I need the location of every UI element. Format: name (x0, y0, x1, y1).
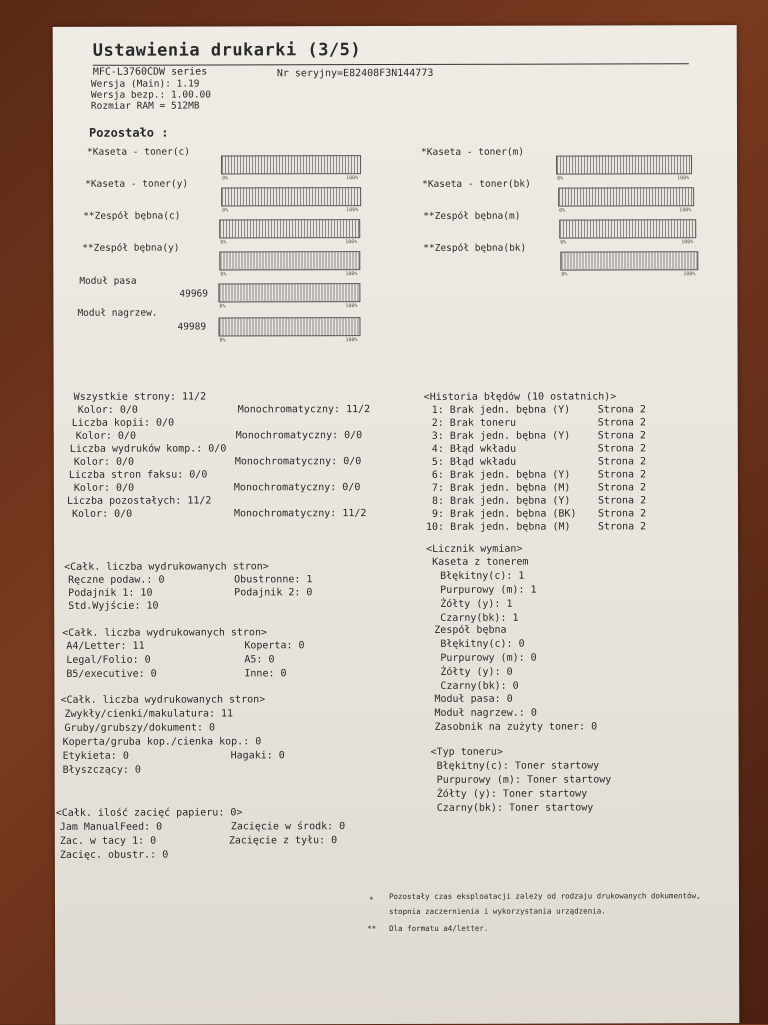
toner-bk-bar (558, 187, 694, 206)
pages-copies-color: Kolor: 0/0 (75, 430, 136, 442)
error-item: 10: Brak jedn. bębna (M) (425, 521, 571, 533)
error-page: Strona 2 (597, 508, 647, 520)
jam-duplex: Zacięc. obustr.: 0 (59, 849, 169, 861)
belt-value: 49969 (179, 288, 209, 300)
drum-c-bar (219, 219, 360, 238)
pages-all-mono: Monochromatyczny: 11/2 (237, 404, 371, 416)
scale-min: 0% (222, 207, 229, 214)
scale-max: 100% (683, 271, 696, 278)
toner-y-label: *Kaseta - toner(y) (85, 178, 189, 190)
media-thick: Gruby/grubszy/dokument: 0 (64, 722, 216, 734)
replace-drum-c: Błękitny(c): 0 (440, 638, 525, 650)
note1-star: * (368, 895, 374, 905)
toner-m-bar (556, 155, 692, 174)
error-page: Strona 2 (597, 443, 646, 455)
jam-rear: Zacięcie z tyłu: 0 (228, 835, 338, 847)
size-a4: A4/Letter: 11 (66, 640, 145, 652)
pages-fax-color: Kolor: 0/0 (73, 482, 135, 494)
page-title: Ustawienia drukarki (3/5) (92, 40, 362, 61)
toner-bk-label: *Kaseta - toner(bk) (422, 178, 531, 190)
pages-fax-mono: Monochromatyczny: 0/0 (233, 482, 361, 494)
replace-drum: Zespół bębna (434, 624, 507, 636)
toner-type-y: Żółty (y): Toner startowy (436, 788, 588, 800)
error-page: Strona 2 (597, 495, 647, 507)
scale-max: 100% (681, 239, 694, 246)
replace-toner-bk: Czarny(bk): 1 (440, 612, 519, 624)
error-item: 2: Brak toneru (431, 417, 517, 429)
drum-y-label: **Zespół bębna(y) (82, 242, 180, 254)
scale-min: 0% (220, 239, 227, 246)
printer-settings-page (53, 25, 740, 1025)
toner-type-m: Purpurowy (m): Toner startowy (436, 774, 612, 786)
scale-min: 0% (219, 337, 226, 344)
error-page: Strona 2 (597, 521, 647, 533)
scale-max: 100% (345, 239, 358, 246)
errors-heading: <Historia błędów (10 ostatnich)> (423, 391, 617, 403)
scale-max: 100% (677, 175, 690, 182)
note2-star: ** (367, 924, 377, 934)
pages-all-color: Kolor: 0/0 (77, 404, 138, 416)
size-heading: <Całk. liczba wydrukowanych stron> (62, 627, 267, 639)
scale-min: 0% (561, 271, 568, 278)
toner-c-bar (221, 155, 361, 174)
model-name: MFC-L3760CDW series (92, 66, 208, 78)
drum-bk-bar (560, 251, 698, 270)
error-page: Strona 2 (597, 417, 646, 429)
scale-max: 100% (679, 207, 692, 214)
error-item: 1: Brak jedn. bębna (Y) (431, 404, 571, 416)
jam-manual: Jam ManualFeed: 0 (59, 821, 163, 833)
drum-m-bar (559, 219, 696, 238)
error-item: 5: Błąd wkładu (431, 456, 517, 468)
drum-y-bar (219, 251, 360, 270)
drum-m-label: **Zespół bębna(m) (423, 210, 521, 222)
drum-c-label: **Zespół bębna(c) (83, 210, 181, 222)
pages-other-mono: Monochromatyczny: 11/2 (233, 508, 367, 520)
size-b5: B5/executive: 0 (66, 668, 157, 680)
jam-tray1: Zac. w tacy 1: 0 (59, 835, 157, 847)
title-underline (93, 63, 689, 66)
jams-heading: <Całk. ilość zacięć papieru: 0> (55, 807, 243, 819)
note2-text: Dla formatu a4/letter. (389, 923, 489, 934)
size-envelope: Koperta: 0 (244, 640, 305, 652)
replace-toner-c: Błękitny(c): 1 (440, 570, 525, 582)
version-main: Wersja (Main): 1.19 (90, 78, 200, 90)
replace-fuser: Moduł nagrzew.: 0 (434, 707, 537, 719)
toner-type-c: Błękitny(c): Toner startowy (436, 760, 600, 772)
replace-toner-m: Purpurowy (m): 1 (440, 584, 537, 596)
pages-copies-mono: Monochromatyczny: 0/0 (235, 430, 363, 442)
scale-min: 0% (222, 175, 229, 182)
media-glossy: Błyszczący: 0 (62, 764, 141, 776)
tray-heading: <Całk. liczba wydrukowanych stron> (64, 561, 269, 573)
pages-other-color: Kolor: 0/0 (71, 508, 133, 520)
scale-max: 100% (346, 207, 359, 214)
size-a5: A5: 0 (244, 654, 275, 666)
pages-pc: Liczba wydruków komp.: 0/0 (69, 443, 227, 455)
media-hagaki: Hagaki: 0 (230, 750, 285, 762)
tray-1: Podajnik 1: 10 (68, 587, 153, 599)
belt-bar (218, 283, 360, 302)
pages-other: Liczba pozostałych: 11/2 (66, 495, 212, 507)
replace-drum-bk: Czarny(bk): 0 (440, 680, 519, 692)
scale-min: 0% (559, 207, 566, 214)
scale-max: 100% (345, 303, 358, 310)
toner-y-bar (221, 187, 361, 206)
belt-label: Moduł pasa (79, 275, 137, 287)
replace-waste: Zasobnik na zużyty toner: 0 (434, 721, 598, 733)
toner-c-label: *Kaseta - toner(c) (87, 146, 190, 158)
error-page: Strona 2 (597, 404, 646, 416)
error-item: 3: Brak jedn. bębna (Y) (431, 430, 571, 442)
media-label: Etykieta: 0 (62, 750, 129, 762)
media-plain: Zwykły/cienki/makulatura: 11 (64, 708, 234, 720)
replace-drum-y: Żółty (y): 0 (440, 666, 513, 678)
tray-std: Std.Wyjście: 10 (68, 600, 159, 612)
error-item: 8: Brak jedn. bębna (Y) (431, 495, 571, 507)
error-item: 4: Błąd wkładu (431, 443, 517, 455)
toner-type-bk: Czarny(bk): Toner startowy (436, 802, 594, 814)
tray-2: Podajnik 2: 0 (234, 587, 313, 599)
toner-type-heading: <Typ toneru> (430, 746, 503, 758)
pages-pc-mono: Monochromatyczny: 0/0 (234, 456, 362, 468)
media-envelope: Koperta/gruba kop./cienka kop.: 0 (62, 736, 262, 748)
size-other: Inne: 0 (244, 668, 287, 680)
tray-duplex: Obustronne: 1 (234, 574, 313, 586)
note1-line2: stopnia zaczernienia i wykorzystania urządzenia. (389, 906, 606, 917)
pages-fax: Liczba stron faksu: 0/0 (68, 469, 208, 481)
error-page: Strona 2 (597, 456, 647, 468)
toner-m-label: *Kaseta - toner(m) (421, 146, 524, 158)
scale-max: 100% (346, 175, 359, 182)
replace-drum-m: Purpurowy (m): 0 (440, 652, 537, 664)
fuser-bar (218, 317, 360, 336)
pages-all: Wszystkie strony: 11/2 (73, 391, 207, 403)
error-item: 6: Brak jedn. bębna (Y) (431, 469, 571, 481)
tray-manual: Ręczne podaw.: 0 (68, 574, 165, 586)
drum-bk-label: **Zespół bębna(bk) (423, 242, 527, 254)
error-item: 9: Brak jedn. bębna (BK) (431, 508, 577, 520)
replace-toner: Kaseta z tonerem (432, 556, 529, 568)
fuser-value: 49989 (177, 321, 207, 333)
fuser-label: Moduł nagrzew. (77, 307, 158, 319)
media-heading: <Całk. liczba wydrukowanych stron> (60, 694, 266, 706)
serial-number: Nr seryjny=E82408F3N144773 (276, 67, 434, 80)
note1-line1: Pozostały czas eksploatacji zależy od rodzaju drukowanych dokumentów, (388, 891, 701, 902)
error-page: Strona 2 (597, 469, 647, 481)
ram-size: Rozmiar RAM = 512MB (90, 100, 200, 112)
size-legal: Legal/Folio: 0 (66, 654, 151, 666)
jam-inside: Zacięcie w środk: 0 (230, 821, 346, 833)
error-page: Strona 2 (597, 482, 647, 494)
version-sec: Wersja bezp.: 1.00.00 (90, 89, 211, 101)
scale-min: 0% (220, 271, 227, 278)
pages-copies: Liczba kopii: 0/0 (71, 417, 175, 429)
scale-min: 0% (219, 303, 226, 310)
remaining-heading: Pozostało : (88, 125, 169, 140)
replace-heading: <Licznik wymian> (426, 543, 523, 555)
scale-min: 0% (560, 239, 567, 246)
replace-toner-y: Żółty (y): 1 (440, 598, 513, 610)
replace-belt: Moduł pasa: 0 (434, 693, 513, 705)
error-item: 7: Brak jedn. bębna (M) (431, 482, 571, 494)
error-page: Strona 2 (597, 430, 646, 442)
scale-min: 0% (557, 175, 564, 182)
scale-max: 100% (345, 271, 358, 278)
scale-max: 100% (345, 337, 358, 344)
pages-pc-color: Kolor: 0/0 (73, 456, 135, 468)
